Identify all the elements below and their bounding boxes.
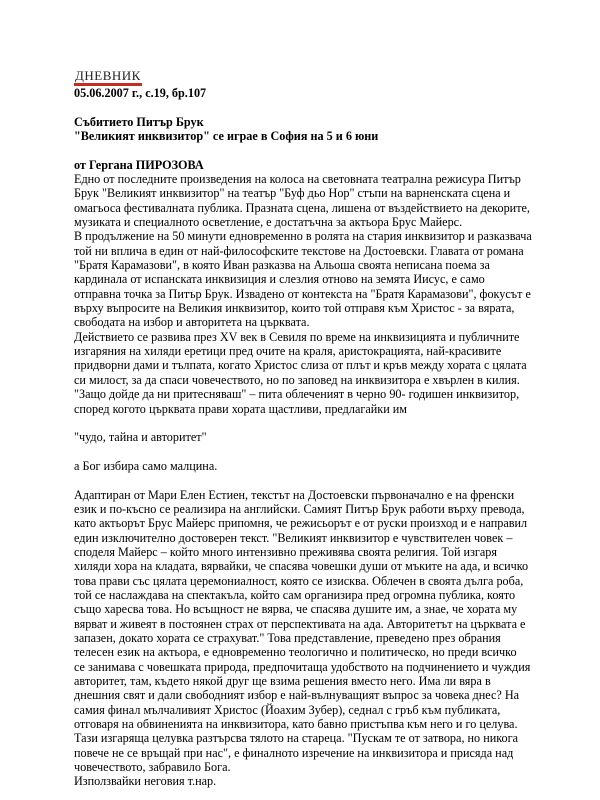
text-line: си милост, за да спаси човечеството, но по заповед на инквизитора е хвърлен в килия. bbox=[74, 372, 520, 387]
text-line: човечеството, забравило Бога. bbox=[74, 760, 231, 775]
text-line: придворни дами и тълпата, когато Христос слиза от плът и кръв между хората с цялата bbox=[74, 358, 527, 373]
text-line: "Братя Карамазови", в която Иван разказва на Альоша своята неписана поема за bbox=[74, 258, 490, 273]
text-line: кардинала от испанската инквизиция и слезлия отново на земята Иисус, е само bbox=[74, 272, 485, 287]
paragraph-1 bbox=[74, 172, 544, 229]
text-line: отговаря на обвиненията на инквизитора, като бавно пристъпва към него и го целува. bbox=[74, 717, 518, 732]
article-titles bbox=[74, 115, 544, 143]
article-page bbox=[74, 67, 544, 789]
article-headline: "Великият инквизитор" се играе в София на 5 и 6 юни bbox=[74, 129, 379, 143]
publication-logo: ДНЕВНИК bbox=[74, 69, 142, 86]
text-line: "чудо, тайна и авторитет" bbox=[74, 430, 207, 445]
quote-line bbox=[74, 430, 544, 444]
article-byline: от Гергана ПИРОЗОВА bbox=[74, 158, 204, 172]
text-line: музиката и специалното осветление, е достатъчна за актьора Брус Майерс. bbox=[74, 215, 463, 230]
text-line: днешния свят и дали свободният избор е най-вълнуващият въпрос за човека днес? На bbox=[74, 688, 520, 703]
text-line: Използвайки неговия т.нар. bbox=[74, 774, 217, 789]
text-line: като актьорът Брус Майерс припомня, че режисьорът е от руски произход и е направил bbox=[74, 516, 528, 531]
text-line: върху въпросите на Великия инквизитор, които той отправя към Христос - за вярата, bbox=[74, 301, 515, 316]
text-line: отправна точка за Питър Брук. Извадено от контекста на "Братя Карамазови", фокусът е bbox=[74, 286, 531, 301]
text-line: хиляди хора на кладата, вярвайки, че спасява човешки души от мъките на ада, и всичко bbox=[74, 559, 529, 574]
text-line: "Защо дойде да ни притесняваш" – пита облеченият в черно 90- годишен инквизитор, bbox=[74, 387, 520, 402]
paragraph-4 bbox=[74, 488, 544, 789]
paragraph-3 bbox=[74, 330, 544, 416]
text-line: В продължение на 50 минути едновременно в ролята на стария инквизитор и разказвача bbox=[74, 229, 532, 244]
text-line: авторитет, там, където някой друг ще взима решения вместо него. Има ли вяра в bbox=[74, 674, 491, 689]
text-line: а Бог избира само малцина. bbox=[74, 458, 218, 473]
text-line: споделя Майерс – който много интензивно преживява своята религия. Той изгаря bbox=[74, 544, 497, 559]
text-line: вярват и живеят в постоянен страх от перспективата на ада. Авторитетът на църквата е bbox=[74, 616, 526, 631]
text-line: се занимава с човешката природа, предпочитаща удобството на подчинението и чуждия bbox=[74, 659, 531, 674]
text-line: той се наслаждава на спектакъла, който сам организира пред огромна публика, която bbox=[74, 587, 516, 602]
text-line: самия финал мълчаливият Христос (Йоахим Зубер), седнал с гръб към публиката, bbox=[74, 702, 501, 717]
text-line: Тази изгаряща целувка разтърсва тялото на стареца. "Пускам те от затвора, но никога bbox=[74, 731, 519, 746]
text-line: един изключително достоверен текст. "Великият инквизитор е чувствителен човек – bbox=[74, 530, 513, 545]
text-line: повече не се връщай при нас", е финалното изречение на инквизитора и присяда над bbox=[74, 745, 514, 760]
text-line: телесен език на актьора, е едновременно теологично и политическо, но преди всичко bbox=[74, 645, 517, 660]
text-line: също харесва това. Но всъщност не вярва, че спасява душите им, а знае, че хората му bbox=[74, 602, 518, 617]
text-line: свободата на избор и авторитета на църквата. bbox=[74, 315, 310, 330]
text-line: език и по-късно се реализира на английски. Самият Питър Брук работи върху превода, bbox=[74, 501, 525, 516]
text-line: запазен, докато хората се страхуват." Това представление, преведено през обрания bbox=[74, 631, 501, 645]
paragraph-2 bbox=[74, 229, 544, 329]
god-line bbox=[74, 459, 544, 473]
text-line: омагьоса фестивалната публика. Празната сцена, лишена от въздействието на декорите, bbox=[74, 200, 530, 215]
issue-line: 05.06.2007 г., с.19, бр.107 bbox=[74, 86, 207, 100]
text-line: според когото църквата прави хората щастливи, предлагайки им bbox=[74, 401, 408, 416]
article-kicker: Събитието Питър Брук bbox=[74, 115, 204, 129]
text-line: Действието се развива през XV век в Севиля по време на инквизицията и публичните bbox=[74, 329, 520, 344]
text-line: Едно от последните произведения на колоса на световната театрална режисура Питър bbox=[74, 172, 521, 186]
text-line: Адаптиран от Мари Елен Естиен, текстът на Достоевски първоначално е на френски bbox=[74, 487, 515, 502]
text-line: Брук "Великият инквизитор" на театър "Буф дьо Нор" стъпи на варненската сцена и bbox=[74, 186, 511, 201]
text-line: това прави със цялата церемониалност, която се изисква. Облечен в своята дълга роба, bbox=[74, 573, 524, 588]
text-line: той ни вплича в един от най-философските текстове на Достоевски. Главата от романа bbox=[74, 243, 524, 258]
text-line: изгаряния на хиляди еретици пред очите на краля, аристокрацията, най-красивите bbox=[74, 344, 502, 359]
